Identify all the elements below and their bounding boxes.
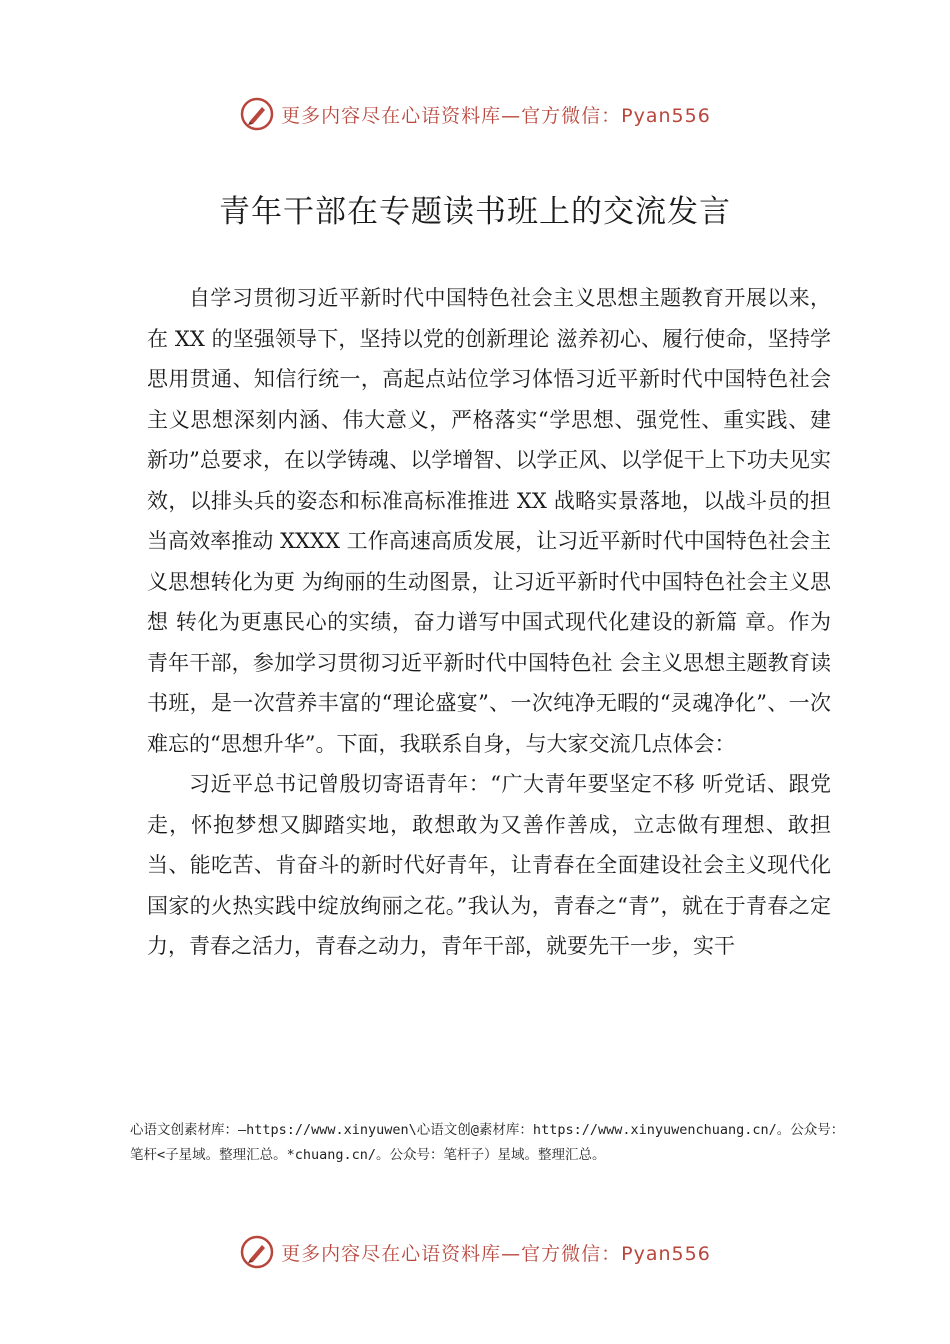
footer-watermark-text: 更多内容尽在心语资料库—官方微信：Pyan556 [281,1242,711,1265]
document-body [147,278,831,967]
pen-circle-icon [239,1234,275,1270]
footnote-source: 心语文创素材库：—https://www.xinyuwen\心语文创@素材库：https://www.xinyuwenchuang.cn/。公众号：笔杆<子星域。整理汇总。*chuang.cn/。公众号：笔杆子）星域。整理汇总。 [130,1122,845,1163]
footer-watermark-banner [0,1232,950,1272]
paragraph-1: 自学习贯彻习近平新时代中国特色社会主义思想主题教育开展以来，在 XX 的坚强领导下，坚持以党的创新理论 滋养初心、履行使命，坚持学思用贯通、知信行统一，高起点站位学习体悟习近平新时代中国特色社会主义思想深刻内涵、伟大意义，严格落实“学思想、强党性、重实践、建 新功”总要求，在以学铸魂、以学增智、以学正风、以学促干上下功夫见实效，以排头兵的姿态和标准高标准推进 XX 战略实景落地，以战斗员的担当高效率推动 XXXX 工作高速高质发展，让习近平新时代中国特色社会主义思想转化为更 为绚丽的生动图景，让习近平新时代中国特色社会主义思想 转化为更惠民心的实绩，奋力谱写中国式现代化建设的新篇 章。作为青年干部，参加学习贯彻习近平新时代中国特色社 会主义思想主题教育读书班，是一次营养丰富的“理论盛宴”、一次纯净无暇的“灵魂净化”、一次难忘的“思想升华”。下面，我联系自身，与大家交流几点体会： [147,286,831,756]
header-watermark-text: 更多内容尽在心语资料库—官方微信：Pyan556 [281,104,711,127]
pen-circle-icon [239,96,275,132]
header-watermark-banner [0,94,950,134]
paragraph-2: 习近平总书记曾殷切寄语青年：“广大青年要坚定不移 听党话、跟党走，怀抱梦想又脚踏实地，敢想敢为又善作善成，立志做有理想、敢担当、能吃苦、肯奋斗的新时代好青年，让青春在全面建设社会主义现代化国家的火热实践中绽放绚丽之花。”我认为，青春之“青”，就在于青春之定力，青春之活力，青春之动力，青年干部，就要先干一步，实干 [147,772,831,958]
document-title: 青年干部在专题读书班上的交流发言 [219,194,731,230]
